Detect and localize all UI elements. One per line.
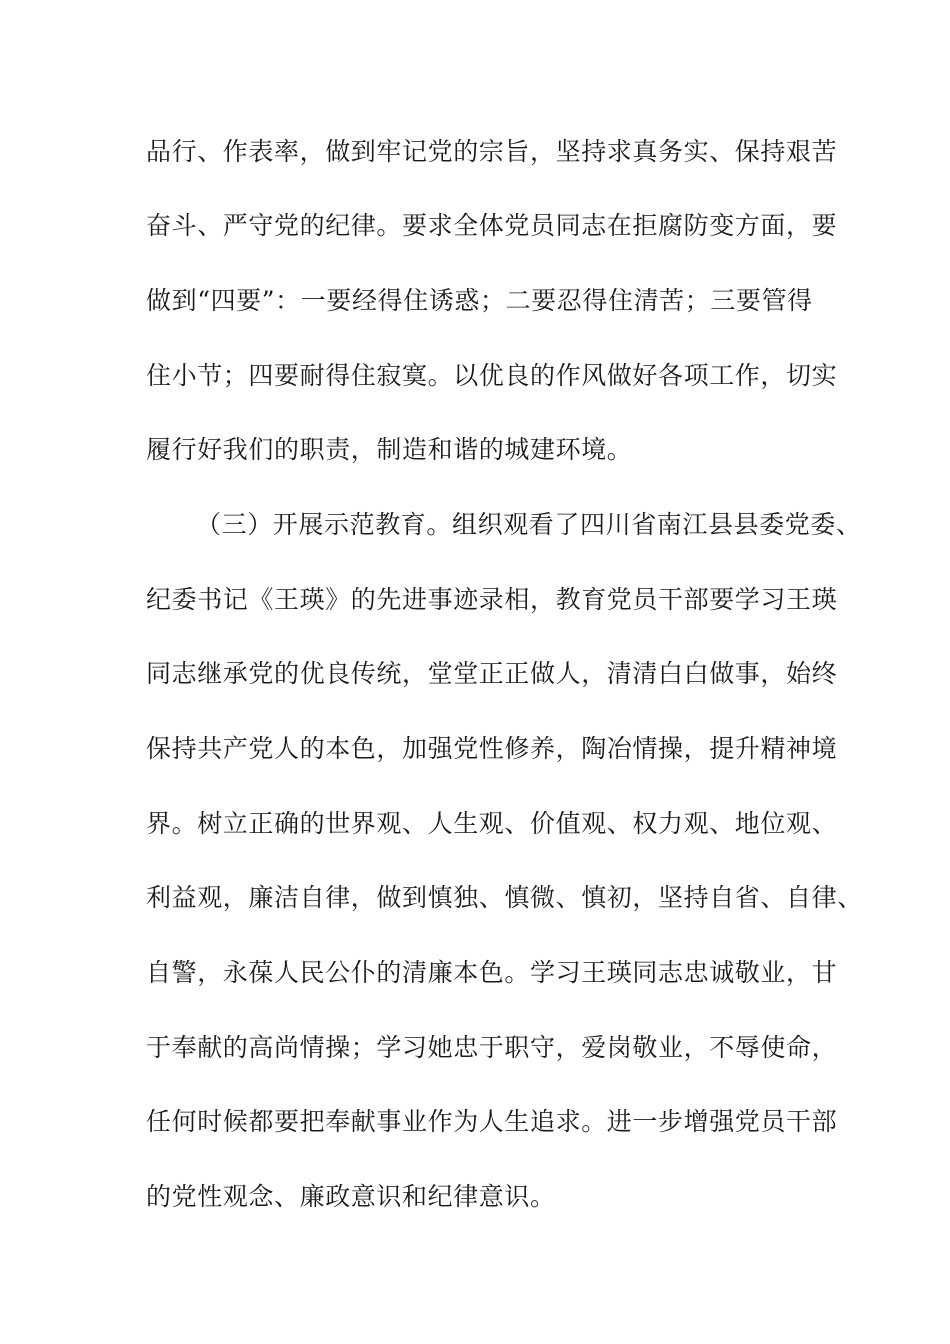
text-line: 自警，永葆人民公仆的清廉本色。学习王瑛同志忠诚敬业，甘 <box>146 958 838 987</box>
text-line: 界。树立正确的世界观、人生观、价值观、权力观、地位观、 <box>146 809 838 838</box>
text-line: 奋斗、严守党的纪律。要求全体党员同志在拒腐防变方面，要 <box>146 211 838 240</box>
text-line: 于奉献的高尚情操；学习她忠于职守，爱岗敬业，不辱使命， <box>146 1033 838 1062</box>
text-line: 利益观，廉洁自律，做到慎独、慎微、慎初，坚持自省、自律、 <box>146 883 863 912</box>
text-line: 同志继承党的优良传统，堂堂正正做人，清清白白做事，始终 <box>146 659 838 688</box>
text-line: 住小节；四要耐得住寂寞。以优良的作风做好各项工作，切实 <box>146 361 838 390</box>
text-line: 纪委书记《王瑛》的先进事迹录相，教育党员干部要学习王瑛 <box>146 585 838 614</box>
text-line: 做到“四要”：一要经得住诱惑；二要忍得住清苦；三要管得 <box>146 286 813 315</box>
text-line: 任何时候都要把奉献事业作为人生追求。进一步增强党员干部 <box>146 1107 838 1136</box>
text-line: 品行、作表率，做到牢记党的宗旨，坚持求真务实、保持艰苦 <box>146 137 838 166</box>
text-line: 保持共产党人的本色，加强党性修养，陶冶情操，提升精神境 <box>146 734 838 763</box>
paragraph-start-line: （三）开展示范教育。组织观看了四川省南江县县委党委、 <box>196 510 862 539</box>
text-line: 履行好我们的职责，制造和谐的城建环境。 <box>146 435 633 464</box>
text-line: 的党性观念、廉政意识和纪律意识。 <box>146 1182 556 1211</box>
